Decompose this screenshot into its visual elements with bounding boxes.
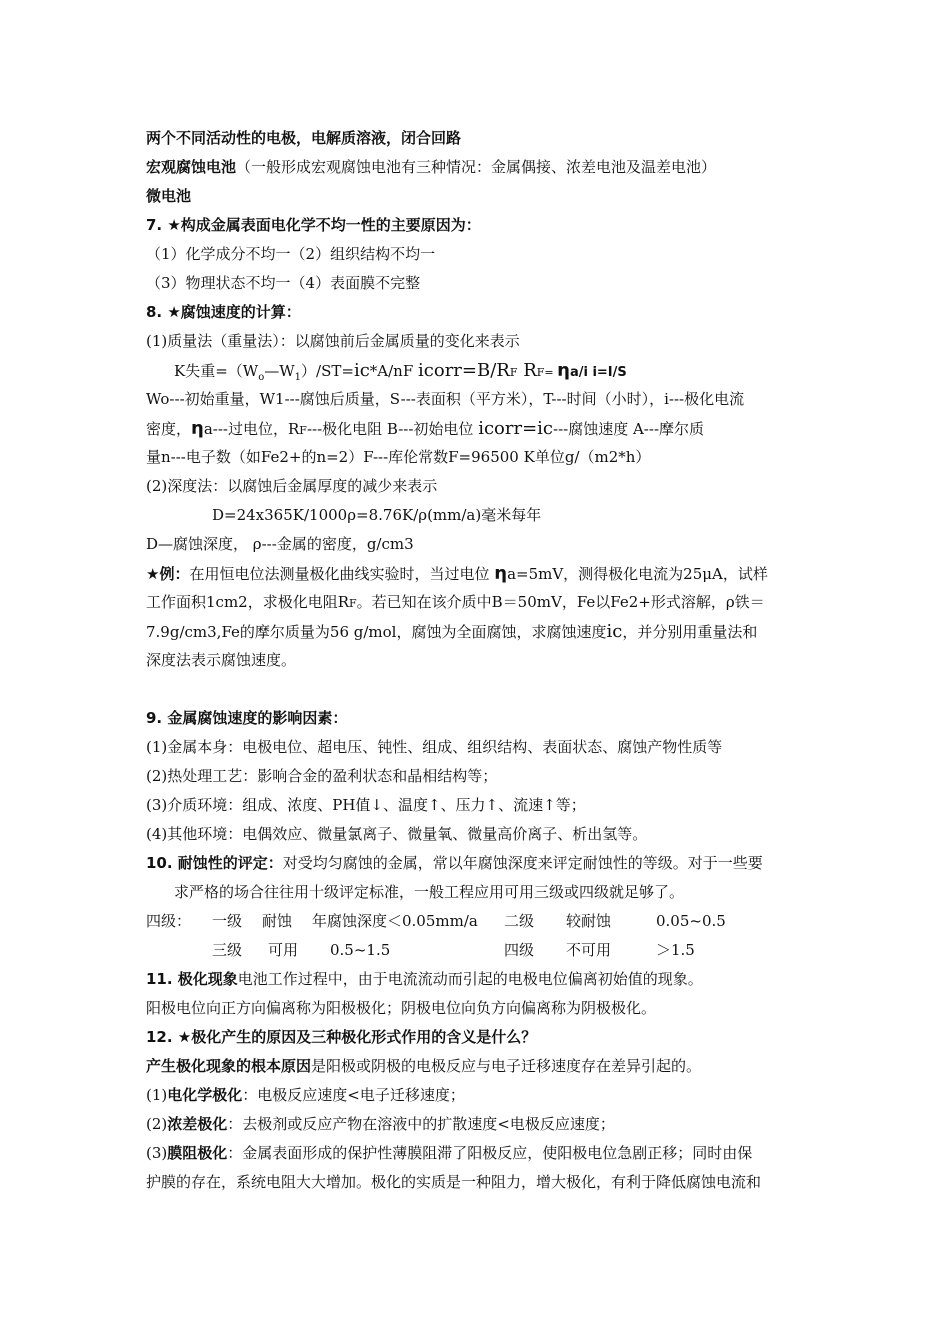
formula-depth: D=24x365K/1000ρ=8.76K/ρ(mm/a)毫米每年 xyxy=(212,506,542,524)
grade-row-1: 四级： 一级 耐蚀 年腐蚀深度＜0.05mm/a 二级 较耐蚀 0.05~0.5 xyxy=(146,912,726,930)
heading-10: 10. 耐蚀性的评定：对受均匀腐蚀的金属，常以年腐蚀深度来评定耐蚀性的等级。对于一些要 xyxy=(146,854,763,872)
line-12-2: (1)电化学极化：电极反应速度<电子迁移速度； xyxy=(146,1086,465,1104)
line-depth-defs: D—腐蚀深度， ρ---金属的密度，g/cm3 xyxy=(146,535,414,553)
line-9-4: (4)其他环境：电偶效应、微量氯离子、微量氧、微量高价离子、析出氢等。 xyxy=(146,825,648,843)
heading-9: 9. 金属腐蚀速度的影响因素： xyxy=(146,709,348,727)
line-definitions-3: 量n---电子数（如Fe2+的n=2）F---库伦常数F=96500 K单位g/（m2*h） xyxy=(146,448,651,466)
line-definitions-1: Wo---初始重量，W1---腐蚀后质量，S---表面积（平方米），T---时间（小时），i---极化电流 xyxy=(146,390,745,408)
line-9-3: (3)介质环境：组成、浓度、PH值↓、温度↑、压力↑、流速↑等； xyxy=(146,796,586,814)
line-12-1: 产生极化现象的根本原因是阳极或阴极的电极反应与电子迁移速度存在差异引起的。 xyxy=(146,1057,702,1075)
line-example-3: 7.9g/cm3,Fe的摩尔质量为56 g/mol，腐蚀为全面腐蚀，求腐蚀速度ic，并分别用重量法和 xyxy=(146,621,758,642)
heading-12: 12. ★极化产生的原因及三种极化形式作用的含义是什么？ xyxy=(146,1028,537,1046)
line-example-1: ★例：在用恒电位法测量极化曲线实验时，当过电位 ηa=5mV，测得极化电流为25μA，试样 xyxy=(146,563,768,584)
document-page xyxy=(146,124,814,1197)
line-8-depth-method: (2)深度法：以腐蚀后金属厚度的减少来表示 xyxy=(146,477,438,495)
grade-row-2: 三级 可用 0.5~1.5 四级 不可用 ＞1.5 xyxy=(212,941,695,959)
line-9-1: (1)金属本身：电极电位、超电压、钝性、组成、组织结构、表面状态、腐蚀产物性质等 xyxy=(146,738,723,756)
line-definitions-2: 密度，ηa---过电位，RF---极化电阻 B---初始电位 icorr=ic---腐蚀速度 A---摩尔质 xyxy=(146,418,705,439)
line-macro-cell: 宏观腐蚀电池（一般形成宏观腐蚀电池有三种情况：金属偶接、浓差电池及温差电池） xyxy=(146,158,717,176)
line-example-2: 工作面积1cm2，求极化电阻RF。若已知在该介质中B＝50mV，Fe以Fe2+形式溶解，ρ铁＝ xyxy=(146,593,765,611)
line-electrodes: 两个不同活动性的电极，电解质溶液，闭合回路 xyxy=(146,129,462,147)
heading-8: 8. ★腐蚀速度的计算： xyxy=(146,303,301,321)
line-micro-cell: 微电池 xyxy=(146,187,192,205)
heading-7: 7. ★构成金属表面电化学不均一性的主要原因为： xyxy=(146,216,481,234)
line-7-1: （1）化学成分不均一（2）组织结构不均一 xyxy=(146,245,436,263)
line-9-2: (2)热处理工艺：影响合金的盈利状态和晶相结构等； xyxy=(146,767,498,785)
line-12-3: (2)浓差极化：去极剂或反应产物在溶液中的扩散速度<电极反应速度； xyxy=(146,1115,615,1133)
line-7-2: （3）物理状态不均一（4）表面膜不完整 xyxy=(146,274,421,292)
line-10-2: 求严格的场合往往用十级评定标准，一般工程应用可用三级或四级就足够了。 xyxy=(174,883,685,901)
line-example-4: 深度法表示腐蚀速度。 xyxy=(146,651,297,669)
line-11-2: 阳极电位向正方向偏离称为阳极极化；阴极电位向负方向偏离称为阴极极化。 xyxy=(146,999,657,1017)
heading-11: 11. 极化现象电池工作过程中，由于电流流动而引起的电极电位偏离初始值的现象。 xyxy=(146,970,703,988)
line-12-5: 护膜的存在，系统电阻大大增加。极化的实质是一种阻力，增大极化，有利于降低腐蚀电流和 xyxy=(146,1173,762,1191)
line-8-weight-method: (1)质量法（重量法）：以腐蚀前后金属质量的变化来表示 xyxy=(146,332,520,350)
line-12-4: (3)膜阻极化：金属表面形成的保护性薄膜阻滞了阳极反应，使阳极电位急剧正移；同时由保 xyxy=(146,1144,753,1162)
formula-weight-loss: K失重$=(W_o—W_1)/ST=ic*A/nF$ icorr=B/RF RF= ηa/i i=I/S xyxy=(174,360,627,383)
